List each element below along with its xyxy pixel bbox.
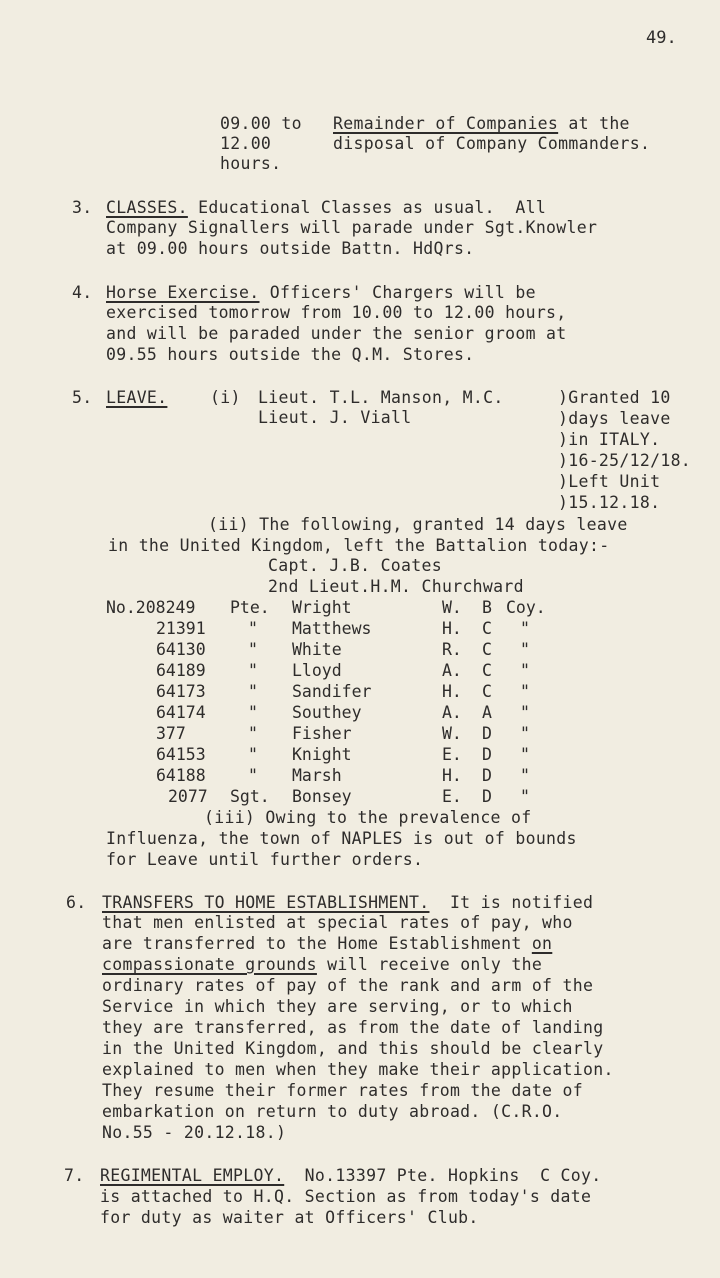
leave-sub-3-line-3: for Leave until further orders. [106, 850, 424, 869]
section-6-line-6: Service in which they are serving, or to which [102, 997, 573, 1016]
leave-sub-3-line-1: (iii) Owing to the prevalence of [204, 808, 532, 827]
surname: Lloyd [292, 661, 342, 680]
section-4-line-1 [106, 283, 536, 303]
company-suffix: " [520, 787, 530, 806]
leave-note-6: )15.12.18. [558, 493, 661, 512]
initial: R. [442, 640, 462, 659]
surname: Southey [292, 703, 362, 722]
page-number: 49. [646, 28, 677, 48]
leave-note-2: )days leave [558, 409, 671, 428]
service-number: 377 [156, 724, 186, 743]
section-7-line-1-text: No.13397 Pte. Hopkins C Coy. [284, 1166, 602, 1185]
initial: W. [442, 598, 462, 617]
section-4-line-4: 09.55 hours outside the Q.M. Stores. [106, 345, 475, 364]
section-3-line-1-text: Educational Classes as usual. All [187, 198, 547, 217]
rank: " [248, 640, 258, 659]
initial: E. [442, 745, 462, 764]
section-3-line-2: Company Signallers will parade under Sgt.Knowler [106, 218, 598, 237]
surname: Bonsey [292, 787, 352, 806]
rank: Sgt. [230, 787, 270, 806]
service-number: 64189 [156, 661, 206, 680]
section-7-title: REGIMENTAL EMPLOY. [100, 1166, 285, 1185]
company: A [482, 703, 492, 722]
company: C [482, 640, 492, 659]
leave-sub-3-line-2: Influenza, the town of NAPLES is out of bounds [106, 829, 577, 848]
timing-time-1: 09.00 to [220, 114, 302, 133]
timing-line-1-rest: at the [558, 114, 630, 133]
section-6-line-3-text: are transferred to the Home Establishment [102, 934, 532, 953]
company-suffix: " [520, 724, 530, 743]
section-7-line-1 [100, 1166, 601, 1186]
section-6-line-1 [102, 893, 593, 913]
timing-time-3: hours. [220, 154, 282, 173]
rank: " [248, 745, 258, 764]
section-6-line-3-underlined: on [531, 934, 553, 953]
initial: H. [442, 619, 462, 638]
section-6-line-9: explained to men when they make their application. [102, 1060, 614, 1079]
surname: Wright [292, 598, 352, 617]
surname: White [292, 640, 342, 659]
section-6-line-10: They resume their former rates from the date of [102, 1081, 583, 1100]
leave-officer-2: Lieut. J. Viall [258, 408, 412, 427]
section-6-line-11: embarkation on return to duty abroad. (C.R.O. [102, 1102, 563, 1121]
leave-uk-officer-2: 2nd Lieut.H.M. Churchward [268, 577, 524, 596]
surname: Marsh [292, 766, 342, 785]
company-suffix: " [520, 619, 530, 638]
section-7-number: 7. [64, 1166, 85, 1185]
section-6-line-3 [102, 934, 552, 954]
service-number: No.208249 [106, 598, 196, 617]
rank: " [248, 619, 258, 638]
surname: Fisher [292, 724, 352, 743]
rank: " [248, 661, 258, 680]
company: B [482, 598, 492, 617]
company: C [482, 682, 492, 701]
company: D [482, 724, 492, 743]
section-3-line-1 [106, 198, 546, 218]
initial: H. [442, 766, 462, 785]
timing-title: Remainder of Companies [333, 114, 559, 133]
section-6-line-4 [102, 955, 542, 975]
timing-line-1 [333, 114, 630, 134]
leave-note-4: )16-25/12/18. [558, 451, 692, 470]
section-4-line-3: and will be paraded under the senior groom at [106, 324, 567, 343]
leave-note-5: )Left Unit [558, 472, 661, 491]
surname: Matthews [292, 619, 372, 638]
initial: W. [442, 724, 462, 743]
service-number: 2077 [168, 787, 208, 806]
section-4-line-2: exercised tomorrow from 10.00 to 12.00 hours, [106, 303, 567, 322]
section-6-line-5: ordinary rates of pay of the rank and arm of the [102, 976, 594, 995]
section-6-line-1-text: It is notified [429, 893, 594, 912]
service-number: 64173 [156, 682, 206, 701]
section-5-title: LEAVE. [106, 388, 168, 407]
section-6-line-4-text: will receive only the [316, 955, 543, 974]
section-7-line-2: is attached to H.Q. Section as from today's date [100, 1187, 592, 1206]
company: D [482, 787, 492, 806]
company-suffix: " [520, 682, 530, 701]
initial: H. [442, 682, 462, 701]
leave-note-3: )in ITALY. [558, 430, 661, 449]
section-4-title: Horse Exercise. [106, 283, 260, 302]
section-4-number: 4. [72, 283, 93, 302]
leave-note-1: )Granted 10 [558, 388, 671, 407]
company-suffix: Coy. [506, 598, 546, 617]
company-suffix: " [520, 766, 530, 785]
company: D [482, 766, 492, 785]
rank: Pte. [230, 598, 270, 617]
leave-sub-1-label: (i) [210, 388, 241, 407]
section-3-line-3: at 09.00 hours outside Battn. HdQrs. [106, 239, 475, 258]
company: C [482, 661, 492, 680]
leave-sub-2-line-1: (ii) The following, granted 14 days leave [208, 515, 628, 534]
compassionate-grounds: compassionate grounds [102, 955, 317, 974]
initial: E. [442, 787, 462, 806]
service-number: 64188 [156, 766, 206, 785]
company-suffix: " [520, 703, 530, 722]
section-3-title: CLASSES. [106, 198, 188, 217]
rank: " [248, 766, 258, 785]
company-suffix: " [520, 745, 530, 764]
timing-time-2: 12.00 [220, 134, 272, 153]
section-3-number: 3. [72, 198, 93, 217]
company: C [482, 619, 492, 638]
rank: " [248, 703, 258, 722]
initial: A. [442, 703, 462, 722]
company: D [482, 745, 492, 764]
section-6-line-8: in the United Kingdom, and this should be clearly [102, 1039, 604, 1058]
section-6-line-2: that men enlisted at special rates of pay, who [102, 913, 573, 932]
company-suffix: " [520, 640, 530, 659]
leave-uk-officer-1: Capt. J.B. Coates [268, 556, 442, 575]
timing-line-2: disposal of Company Commanders. [333, 134, 651, 153]
service-number: 64174 [156, 703, 206, 722]
surname: Sandifer [292, 682, 372, 701]
section-6-number: 6. [66, 893, 87, 912]
rank: " [248, 682, 258, 701]
company-suffix: " [520, 661, 530, 680]
section-6-line-12: No.55 - 20.12.18.) [102, 1123, 287, 1142]
leave-officer-1: Lieut. T.L. Manson, M.C. [258, 388, 504, 407]
initial: A. [442, 661, 462, 680]
service-number: 21391 [156, 619, 206, 638]
section-6-line-7: they are transferred, as from the date of landing [102, 1018, 604, 1037]
service-number: 64130 [156, 640, 206, 659]
service-number: 64153 [156, 745, 206, 764]
section-6-title: TRANSFERS TO HOME ESTABLISHMENT. [102, 893, 430, 912]
surname: Knight [292, 745, 352, 764]
section-5-number: 5. [72, 388, 93, 407]
leave-sub-2-line-2: in the United Kingdom, left the Battalion today:- [108, 536, 610, 555]
section-4-line-1-text: Officers' Chargers will be [259, 283, 536, 302]
rank: " [248, 724, 258, 743]
section-7-line-3: for duty as waiter at Officers' Club. [100, 1208, 479, 1227]
